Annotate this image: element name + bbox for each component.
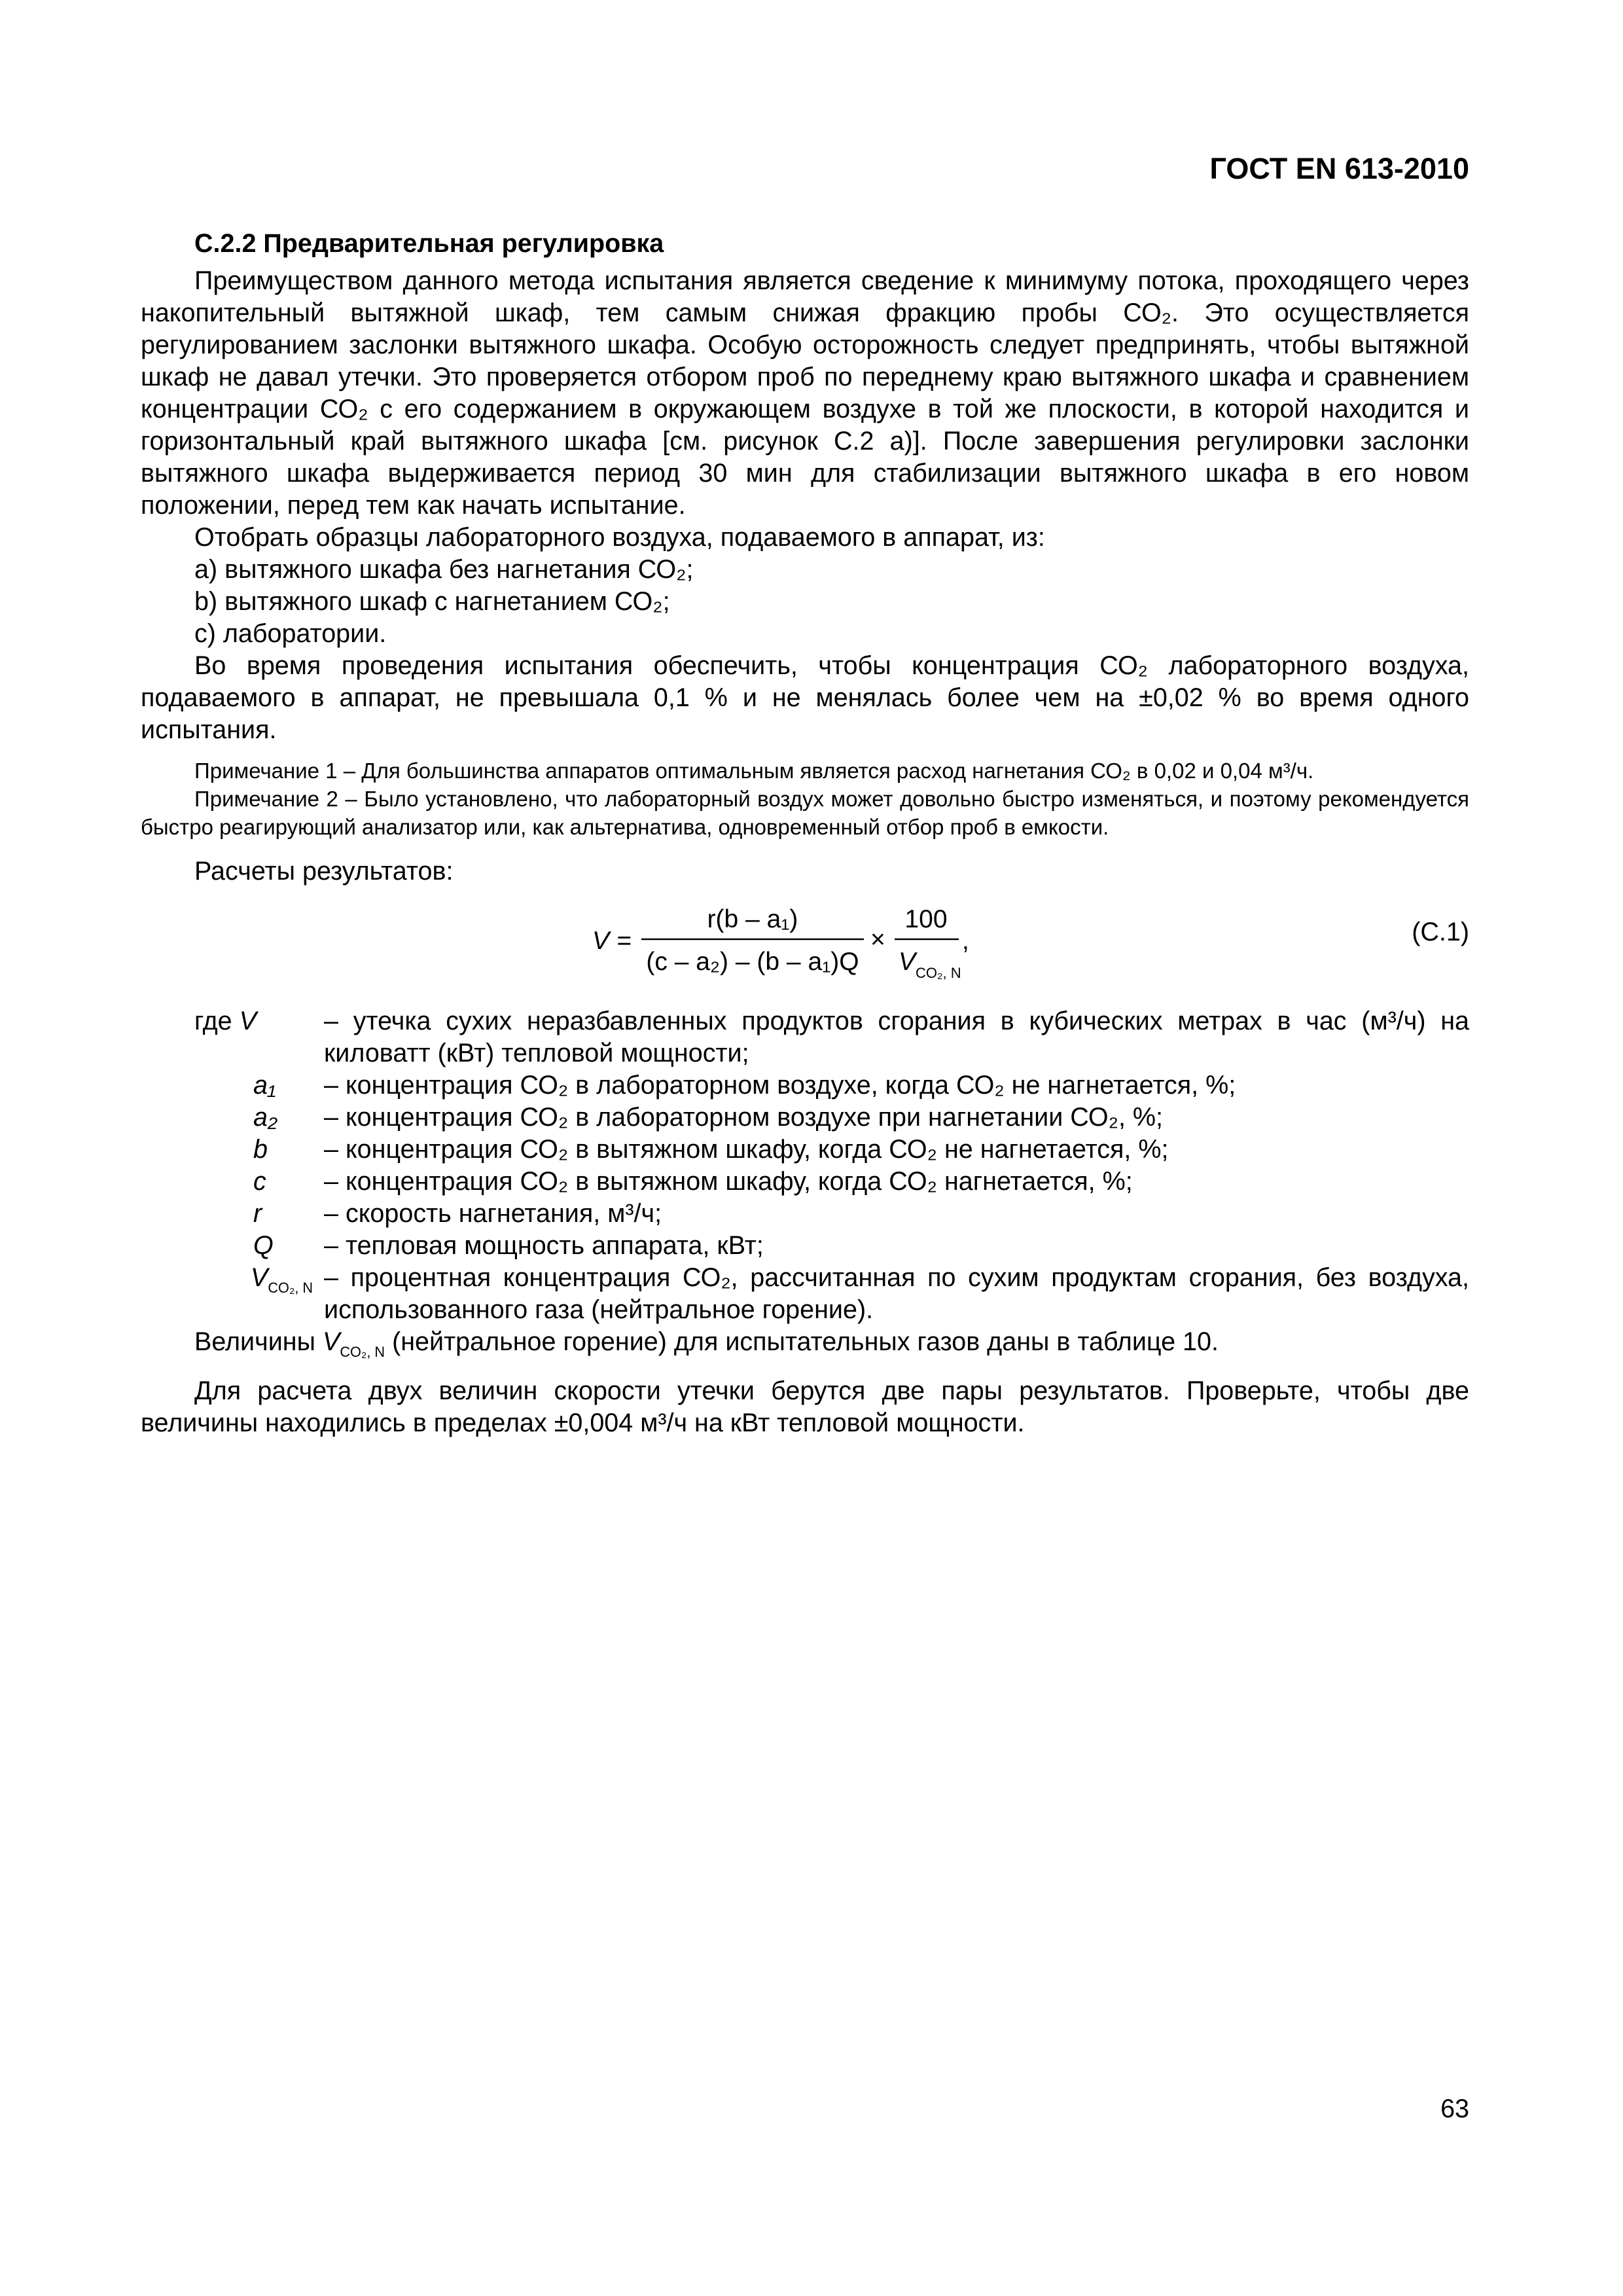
formula-denominator-2: V bbox=[899, 948, 916, 976]
formula-comma: , bbox=[962, 927, 969, 955]
section-title: С.2.2 Предварительная регулировка bbox=[194, 229, 664, 258]
variable-row bbox=[141, 1230, 1469, 1262]
variable-symbol: V bbox=[239, 1007, 257, 1035]
variable-symbol: a₁ bbox=[253, 1071, 276, 1100]
variable-description: – концентрация СО₂ в лабораторном воздухе при нагнетании СО₂, %; bbox=[324, 1103, 1164, 1132]
note-1: Примечание 1 – Для большинства аппаратов оптимальным является расход нагнетания СО₂ в 0,02 и 0,04 м³/ч. bbox=[194, 759, 1314, 783]
variable-row bbox=[141, 1166, 1469, 1198]
paragraph-intro: Преимуществом данного метода испытания является сведение к минимуму потока, проходящего через накопительный вытяжной шкаф, тем самым снижая фракцию пробы СО₂. Это осуществляется регулированием заслонки вытяжного шкафа. Особую осторожность следует предпринять, чтобы вытяжной шкаф не давал утечки. Это проверяется отбором проб по переднему краю вытяжного шкафа и сравнением концентрации СО₂ с его содержанием в окружающем воздухе в той же плоскости, в которой находится и горизонтальный край вытяжного шкафа [см. рисунок С.2 а)]. После завершения регулировки заслонки вытяжного шкафа выдерживается период 30 мин для стабилизации вытяжного шкафа в его новом положении, перед тем как начать испытание. bbox=[141, 266, 1469, 520]
variable-description: – концентрация СО₂ в лабораторном воздухе, когда СО₂ не нагнетается, %; bbox=[324, 1071, 1236, 1100]
formula-lhs: V = bbox=[592, 927, 632, 955]
variable-row bbox=[141, 1069, 1469, 1102]
quantities-paragraph: Величины $V_{CO_2, N}$ (нейтральное горение) для испытательных газов даны в таблице 10. bbox=[194, 1327, 1219, 1360]
variable-description: – концентрация СО₂ в вытяжном шкафу, когда СО₂ не нагнетается, %; bbox=[324, 1135, 1169, 1164]
variable-description: – утечка сухих неразбавленных продуктов сгорания в кубических метрах в час (м³/ч) на киловатт (кВт) тепловой мощности; bbox=[324, 1007, 1469, 1067]
variable-row bbox=[141, 1005, 1469, 1069]
formula-row bbox=[141, 890, 1469, 988]
variable-list bbox=[141, 1005, 1469, 1326]
formula-denominator-1: (c – a₂) – (b – a₁)Q bbox=[646, 948, 859, 976]
variable-description: – концентрация СО₂ в вытяжном шкафу, когда СО₂ нагнетается, %; bbox=[324, 1167, 1133, 1196]
variable-symbol-sub: CO₂, N bbox=[268, 1280, 313, 1296]
variable-row bbox=[141, 1102, 1469, 1134]
variable-symbol: Q bbox=[253, 1231, 274, 1260]
variable-description: – тепловая мощность аппарата, кВт; bbox=[324, 1231, 764, 1260]
variable-symbol: c bbox=[253, 1167, 266, 1196]
variable-description: – процентная концентрация СО₂, рассчитанная по сухим продуктам сгорания, без воздуха, использованного газа (нейтральное горение). bbox=[324, 1263, 1469, 1324]
quantities-symbol: $V_{CO_2, N}$ bbox=[322, 1327, 385, 1360]
list-item: с) лаборатории. bbox=[194, 619, 387, 648]
variable-row bbox=[141, 1262, 1469, 1326]
paragraph-concentration: Во время проведения испытания обеспечить, чтобы концентрация СО₂ лабораторного воздуха, подаваемого в аппарат, не превышала 0,1 % и не менялась более чем на ±0,02 % во время одного испытания. bbox=[141, 651, 1469, 744]
variable-symbol: b bbox=[253, 1135, 268, 1164]
list-item: b) вытяжного шкаф с нагнетанием СО₂; bbox=[194, 587, 670, 616]
variable-symbol: r bbox=[253, 1199, 262, 1228]
equation-number: (С.1) bbox=[1412, 918, 1469, 946]
variable-row bbox=[141, 1198, 1469, 1230]
formula-c1 bbox=[592, 890, 1181, 988]
calc-label: Расчеты результатов: bbox=[194, 857, 454, 886]
list-item: а) вытяжного шкафа без нагнетания СО₂; bbox=[194, 555, 694, 584]
variable-row bbox=[141, 1134, 1469, 1166]
formula-numerator-2: 100 bbox=[904, 905, 948, 933]
page-number: 63 bbox=[1440, 2094, 1469, 2123]
formula-numerator-1: r(b – a₁) bbox=[707, 905, 798, 933]
document-code: ГОСТ EN 613-2010 bbox=[1209, 152, 1469, 185]
formula-denominator-2-sub: CO₂, N bbox=[916, 965, 961, 981]
where-label: где bbox=[194, 1007, 232, 1035]
variable-symbol: $V_{CO_2, N}$ bbox=[251, 1263, 313, 1296]
formula-times: × bbox=[870, 925, 885, 954]
variable-description: – скорость нагнетания, м³/ч; bbox=[324, 1199, 662, 1228]
page-content bbox=[141, 228, 1469, 1439]
paragraph-final: Для расчета двух величин скорости утечки берутся две пары результатов. Проверьте, чтобы две величины находились в пределах ±0,004 м³/ч на кВт тепловой мощности. bbox=[141, 1376, 1469, 1437]
note-2: Примечание 2 – Было установлено, что лабораторный воздух может довольно быстро изменяться, и поэтому рекомендуется быстро реагирующий анализатор или, как альтернатива, одновременный отбор проб в емкости. bbox=[141, 787, 1469, 839]
paragraph-sampling: Отобрать образцы лабораторного воздуха, подаваемого в аппарат, из: bbox=[194, 523, 1045, 552]
variable-symbol: a₂ bbox=[253, 1103, 278, 1132]
